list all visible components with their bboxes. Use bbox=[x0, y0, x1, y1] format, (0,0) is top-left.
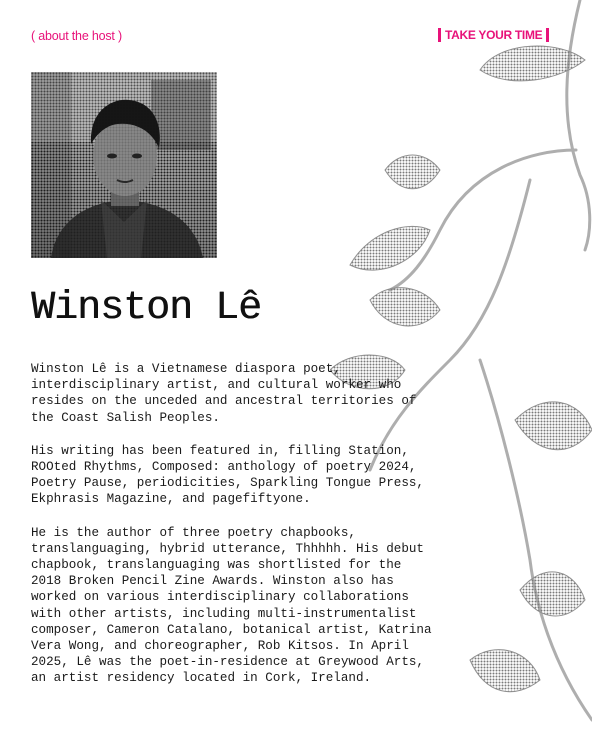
badge-label: TAKE YOUR TIME bbox=[438, 28, 549, 42]
host-photo bbox=[31, 72, 217, 258]
bio-paragraph: He is the author of three poetry chapbooks, translanguaging, hybrid utterance, Thhhhh. His debut chapbook, translanguaging was shortlisted for the 2018 Broken Pencil Zine Awards. Winston also has worked on various interdisciplinary collaborations with other artists, including multi-instrumentalist composer, Cameron Catalano, botanical artist, Katrina Vera Wong, and choreographer, Rob Kitsos. In April 2025, Lê was the poet-in-residence at Greywood Arts, an artist residency located in Cork, Ireland. bbox=[31, 525, 432, 686]
host-name: Winston Lê bbox=[31, 286, 262, 331]
section-tag: ( about the host ) bbox=[31, 29, 122, 43]
portrait-illustration bbox=[31, 72, 217, 258]
host-bio bbox=[31, 361, 471, 704]
bio-paragraph: Winston Lê is a Vietnamese diaspora poet, interdisciplinary artist, and cultural worker who resides on the unceded and ancestral territories of the Coast Salish Peoples. bbox=[31, 362, 417, 425]
bio-paragraph: His writing has been featured in, filling Station, ROOted Rhythms, Composed: anthology of poetry 2024, Poetry Pause, periodicities, Sparkling Tongue Press, Ekphrasis Magazine, and pagefiftyone. bbox=[31, 443, 424, 507]
